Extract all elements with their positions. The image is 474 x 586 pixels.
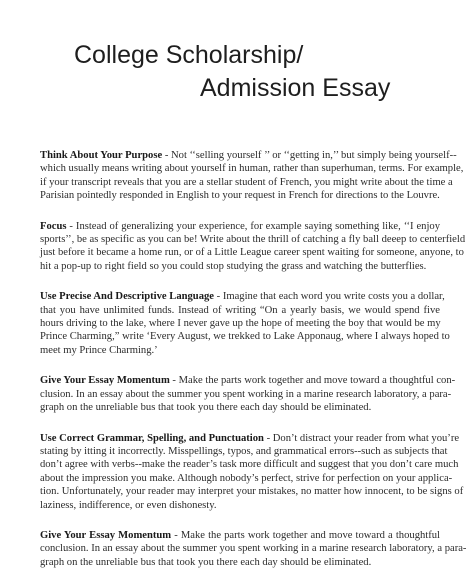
- paragraph-line: don’t agree with verbs--make the reader’s task more difficult and suggest that you don’t care much: [40, 459, 459, 471]
- paragraph-language: [40, 290, 450, 357]
- paragraph-focus: [40, 220, 466, 274]
- paragraph-heading: Focus: [40, 220, 67, 232]
- paragraph-line: which usually means writing about yourself in human, rather than superhuman, terms. For example,: [40, 163, 464, 175]
- paragraph-line: meet my Prince Charming.’: [40, 344, 158, 356]
- document-title-line-2: Admission Essay: [200, 74, 391, 102]
- paragraph-heading: Think About Your Purpose: [40, 150, 163, 161]
- paragraph-line: hit a pop-up to right field so you could stop studying the grass and watching the butterflies.: [40, 260, 427, 272]
- paragraph-line: conclusion. In an essay about the summer you spent working in a marine research laboratory, a para-: [40, 543, 467, 555]
- paragraph-line: graph on the unreliable bus that took you there each day should be eliminated.: [40, 556, 372, 568]
- paragraph-line: sports’’, be as specific as you can be! Write about the thrill of catching a fly ball deeep to centerfield: [40, 234, 466, 246]
- paragraph-line: about the impression you make. Although nobody’s perfect, strive for perfection on your applica-: [40, 472, 453, 484]
- paragraph-text: - Instead of generalizing your experience, for example saying something like, ‘‘I enjoy: [66, 220, 440, 232]
- paragraph-text: - Not ‘‘selling yourself ’’ or ‘‘getting in,’’ but simply being yourself--: [162, 150, 457, 161]
- paragraph-grammar: [40, 432, 464, 512]
- paragraph-line: Parisian pointedly responded in English to your request in French for directions to the Louvre.: [40, 190, 440, 202]
- paragraph-line: Prince Charming,” write ‘Every August, we trekked to Lake Apponaug, where I always hoped to: [40, 331, 450, 343]
- document-title-line-1: College Scholarship/: [74, 41, 304, 69]
- document-body: [40, 149, 467, 586]
- paragraph-line: if your transcript reveals that you are a stellar student of French, you might write about the time a: [40, 176, 453, 188]
- paragraph-line: graph on the unreliable bus that took you there each day should be eliminated.: [40, 402, 372, 414]
- paragraph-momentum: [40, 374, 456, 414]
- paragraph-text: - Imagine that each word you write costs you a dollar,: [214, 291, 445, 303]
- paragraph-text: - Make the parts work together and move toward a thoughtful: [171, 529, 440, 541]
- paragraph-line: hours driving to the lake, where I never gave up the hope of meeting the boy that would be my: [40, 318, 441, 330]
- paragraph-text: - Don’t distract your reader from what you’re: [263, 432, 460, 444]
- paragraph-heading: Use Correct Grammar, Spelling, and Punctuation: [40, 432, 264, 444]
- paragraph-momentum-2: [40, 529, 467, 569]
- paragraph-purpose: [40, 149, 464, 203]
- paragraph-heading: Use Precise And Descriptive Language: [40, 291, 214, 303]
- paragraph-text: - Make the parts work together and move toward a thoughtful con-: [169, 375, 456, 387]
- paragraph-line: just before it became a home run, or of a Little League career spent waiting for someone, anyone, to: [40, 247, 464, 259]
- paragraph-line: tion. Unfortunately, your reader may interpret your mistakes, no matter how innocent, to be signs of: [40, 486, 464, 498]
- paragraph-heading: Give Your Essay Momentum: [40, 375, 170, 387]
- paragraph-line: stating by itting it incorrectly. Misspellings, typos, and grammatical errors--such as subjects that: [40, 445, 448, 457]
- paragraph-line: that you have unlimited funds. Instead of writing “On a yearly basis, we would spend five: [40, 304, 440, 316]
- paragraph-line: laziness, indifference, or even dishonesty.: [40, 499, 217, 511]
- paragraph-heading: Give Your Essay Momentum: [40, 529, 172, 541]
- paragraph-line: clusion. In an essay about the summer you spent working in a marine research laboratory, a para-: [40, 388, 452, 400]
